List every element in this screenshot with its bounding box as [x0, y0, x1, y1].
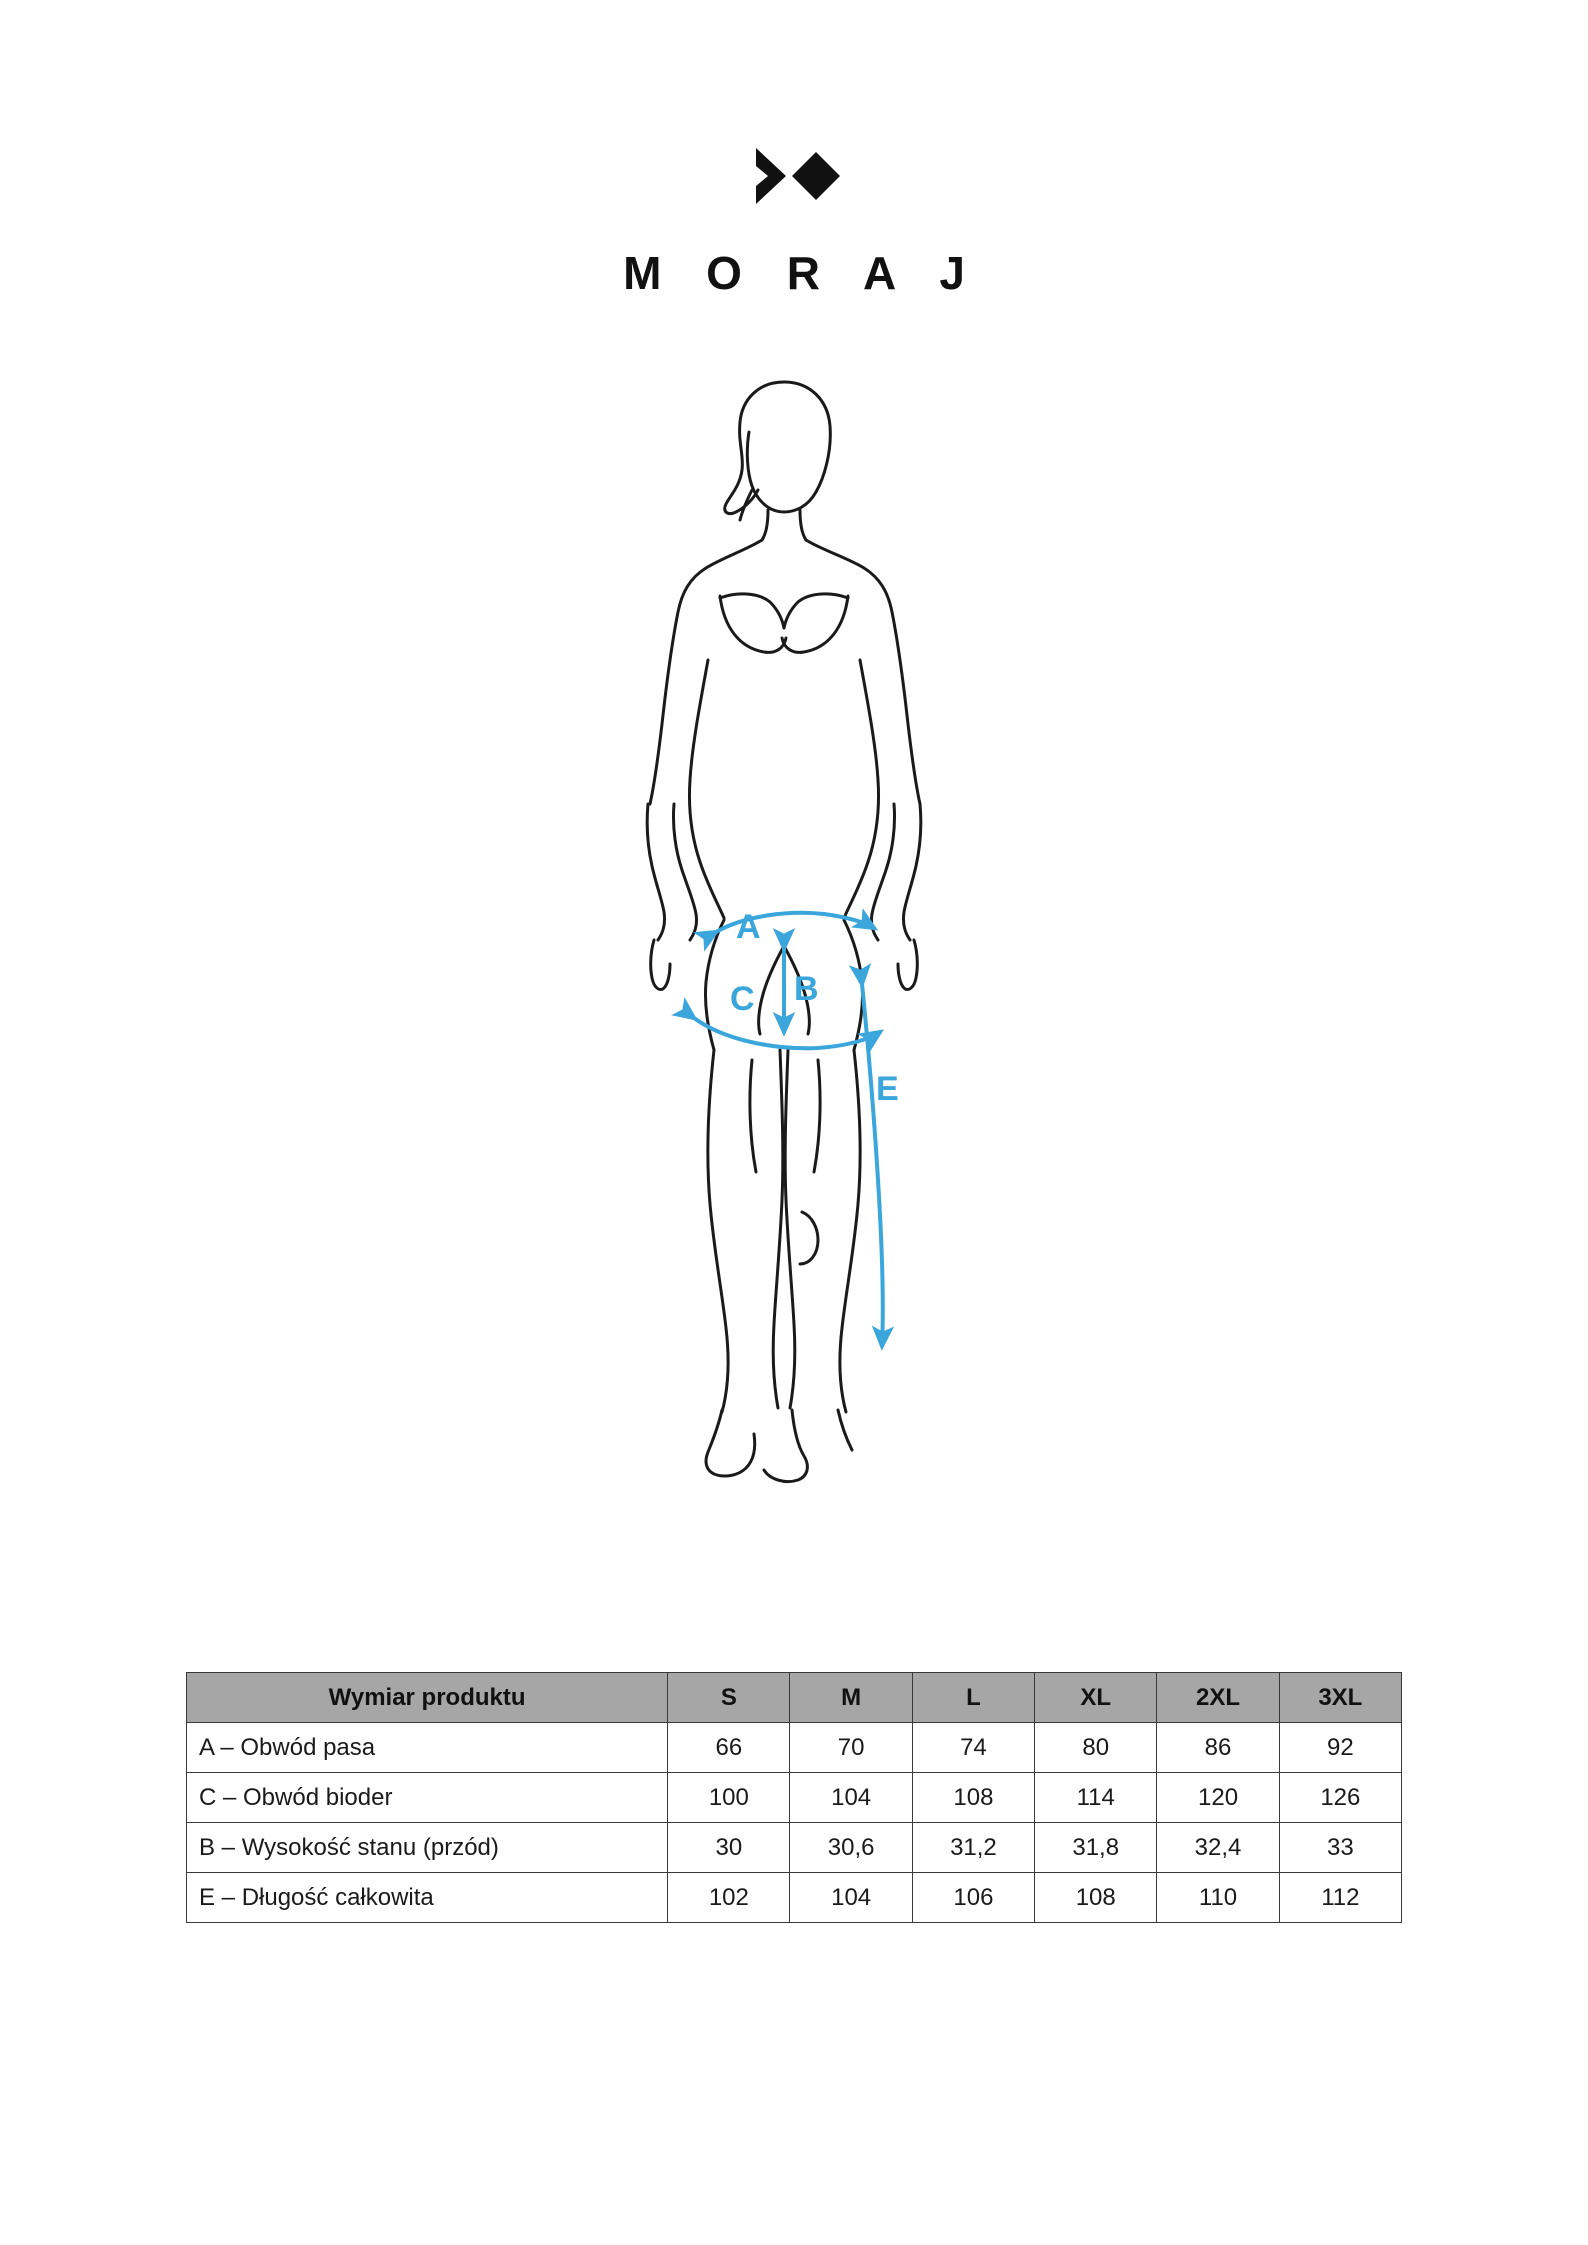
- table-header-label: Wymiar produktu: [187, 1673, 668, 1723]
- cell-hips-xl: 114: [1035, 1773, 1157, 1823]
- cell-hips-m: 104: [790, 1773, 912, 1823]
- cell-waist-s: 66: [668, 1723, 790, 1773]
- cell-waist-l: 74: [912, 1723, 1034, 1773]
- cell-hips-3xl: 126: [1279, 1773, 1401, 1823]
- table-row: [187, 1873, 1402, 1923]
- cell-hips-l: 108: [912, 1773, 1034, 1823]
- cell-hips-2xl: 120: [1157, 1773, 1279, 1823]
- cell-waist-3xl: 92: [1279, 1723, 1401, 1773]
- measurement-diagram: [0, 360, 1588, 1520]
- table-header-size-3xl: 3XL: [1279, 1673, 1401, 1723]
- cell-length-xl: 108: [1035, 1873, 1157, 1923]
- cell-waist-xl: 80: [1035, 1723, 1157, 1773]
- body-figure-illustration: [484, 360, 1104, 1520]
- cell-waist-m: 70: [790, 1723, 912, 1773]
- cell-rise-m: 30,6: [790, 1823, 912, 1873]
- moraj-chevron-diamond-logo-icon: [734, 140, 854, 212]
- cell-length-l: 106: [912, 1873, 1034, 1923]
- cell-rise-l: 31,2: [912, 1823, 1034, 1873]
- table-header-size-2xl: 2XL: [1157, 1673, 1279, 1723]
- row-label-rise: B – Wysokość stanu (przód): [187, 1823, 668, 1873]
- cell-hips-s: 100: [668, 1773, 790, 1823]
- cell-length-2xl: 110: [1157, 1873, 1279, 1923]
- cell-length-s: 102: [668, 1873, 790, 1923]
- cell-rise-xl: 31,8: [1035, 1823, 1157, 1873]
- row-label-waist: A – Obwód pasa: [187, 1723, 668, 1773]
- diagram-label-A: A: [736, 908, 761, 946]
- table-row: [187, 1823, 1402, 1873]
- diagram-label-B: B: [794, 970, 819, 1008]
- cell-waist-2xl: 86: [1157, 1723, 1279, 1773]
- table-header-size-xl: XL: [1035, 1673, 1157, 1723]
- table-header-size-m: M: [790, 1673, 912, 1723]
- row-label-length: E – Długość całkowita: [187, 1873, 668, 1923]
- cell-length-m: 104: [790, 1873, 912, 1923]
- row-label-hips: C – Obwód bioder: [187, 1773, 668, 1823]
- brand-header: [0, 0, 1588, 300]
- table-row: [187, 1723, 1402, 1773]
- brand-name: M O R A J: [623, 247, 981, 299]
- size-table-container: [186, 1672, 1402, 1923]
- size-table: [186, 1672, 1402, 1923]
- table-header-size-l: L: [912, 1673, 1034, 1723]
- table-header-row: [187, 1673, 1402, 1723]
- cell-rise-2xl: 32,4: [1157, 1823, 1279, 1873]
- table-row: [187, 1773, 1402, 1823]
- table-header-size-s: S: [668, 1673, 790, 1723]
- cell-rise-s: 30: [668, 1823, 790, 1873]
- cell-length-3xl: 112: [1279, 1873, 1401, 1923]
- cell-rise-3xl: 33: [1279, 1823, 1401, 1873]
- diagram-label-E: E: [876, 1070, 899, 1108]
- diagram-label-C: C: [730, 980, 755, 1018]
